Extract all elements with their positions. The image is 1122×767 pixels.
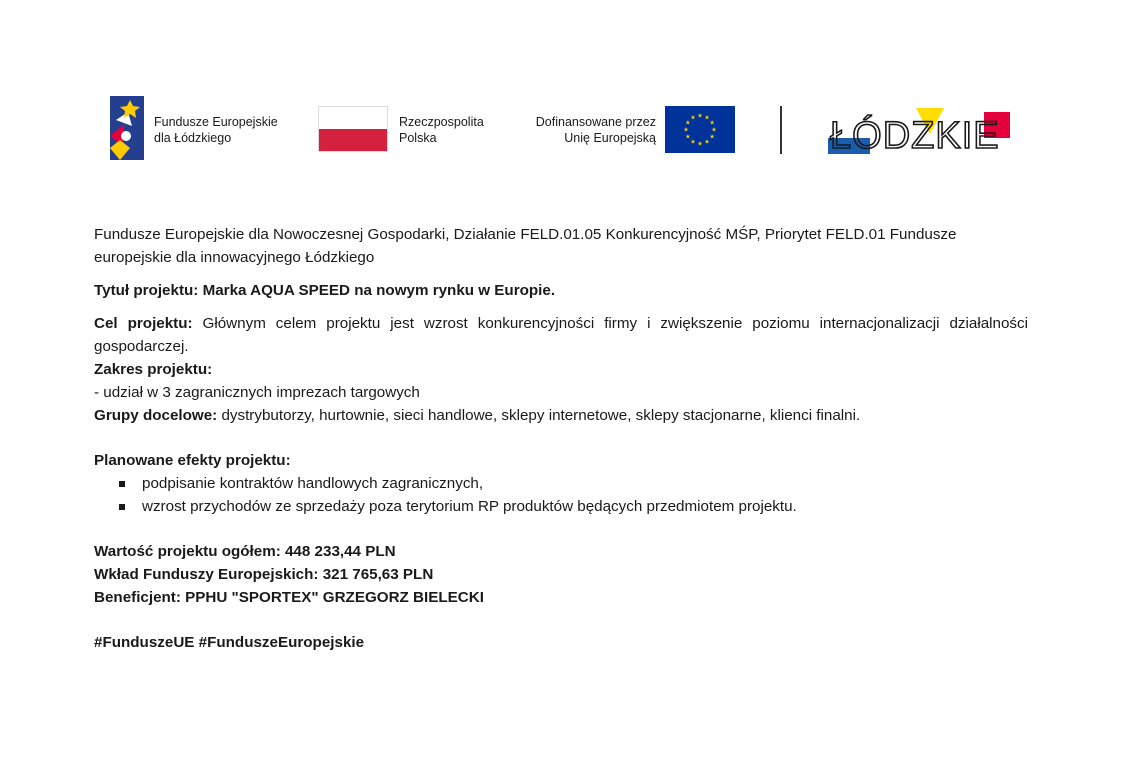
project-goal-value: Głównym celem projektu jest wzrost konkurencyjności firmy i zwiększenie poziomu internacjonalizacji działalności gospodarczej.: [94, 315, 1028, 355]
effects-heading: [94, 449, 1028, 472]
pl-logo-text: [399, 114, 484, 146]
bullet-icon: [119, 481, 125, 487]
project-title: [94, 279, 1028, 302]
logo-divider: [780, 106, 782, 154]
project-title-label: Tytuł projektu:: [94, 282, 199, 299]
lodzkie-logo: [826, 104, 1016, 160]
target-groups-value: dystrybutorzy, hurtownie, sieci handlowe, sklepy internetowe, sklepy stacjonarne, klienci finalni.: [221, 407, 861, 424]
eu-contribution-text: Wkład Funduszy Europejskich: 321 765,63 PLN: [94, 566, 434, 583]
target-groups-label: Grupy docelowe:: [94, 407, 218, 424]
logo-bar: [0, 0, 1122, 170]
eu-logo-line-1: Dofinansowane przez: [535, 115, 656, 129]
fe-logo-line-2: dla Łódzkiego: [154, 131, 232, 145]
beneficiary: [94, 586, 1028, 609]
project-goal: [94, 312, 1028, 358]
eu-logo-line-2: Unię Europejską: [564, 131, 656, 145]
hashtags: [94, 631, 1028, 654]
eu-contribution: [94, 563, 1028, 586]
polish-flag-icon: [318, 106, 388, 152]
effects-label: Planowane efekty projektu:: [94, 452, 291, 469]
effect-text: wzrost przychodów ze sprzedaży poza terytorium RP produktów będących przedmiotem projektu.: [142, 498, 797, 515]
project-info: [94, 223, 1028, 654]
hashtags-text: #FunduszeUE #FunduszeEuropejskie: [94, 634, 365, 651]
list-item: [119, 495, 1028, 518]
fe-logo-text: [154, 114, 278, 146]
pl-logo-line-2: Polska: [399, 131, 437, 145]
project-scope-value: - udział w 3 zagranicznych imprezach targowych: [94, 384, 420, 401]
project-goal-label: Cel projektu:: [94, 315, 193, 332]
beneficiary-text: Beneficjent: PPHU "SPORTEX" GRZEGORZ BIELECKI: [94, 589, 484, 606]
effect-text: podpisanie kontraktów handlowych zagranicznych,: [142, 475, 484, 492]
fe-flag-icon: [110, 96, 146, 160]
eu-flag-icon: [665, 106, 735, 153]
scope-label: Zakres projektu:: [94, 361, 213, 378]
eu-cofinancing-logo: [520, 106, 740, 156]
bullet-icon: [119, 504, 125, 510]
fundusze-europejskie-logo: [110, 96, 300, 162]
project-value-total: [94, 540, 1028, 563]
fe-logo-line-1: Fundusze Europejskie: [154, 115, 278, 129]
lodzkie-logo-text: ŁÓDZKIE: [830, 115, 1000, 157]
project-title-value: Marka AQUA SPEED na nowym rynku w Europie.: [202, 282, 556, 299]
eu-logo-text: [520, 114, 656, 146]
target-groups: [94, 404, 1028, 427]
rzeczpospolita-logo: [318, 106, 518, 156]
list-item: [119, 472, 1028, 495]
value-total-text: Wartość projektu ogółem: 448 233,44 PLN: [94, 543, 396, 560]
pl-logo-line-1: Rzeczpospolita: [399, 115, 484, 129]
project-scope-label: [94, 358, 1028, 381]
effects-list: [94, 472, 1028, 518]
intro-text: Fundusze Europejskie dla Nowoczesnej Gospodarki, Działanie FELD.01.05 Konkurencyjność MŚP, Priorytet FELD.01 Fundusze europejskie dla innowacyjnego Łódzkiego: [94, 226, 957, 266]
